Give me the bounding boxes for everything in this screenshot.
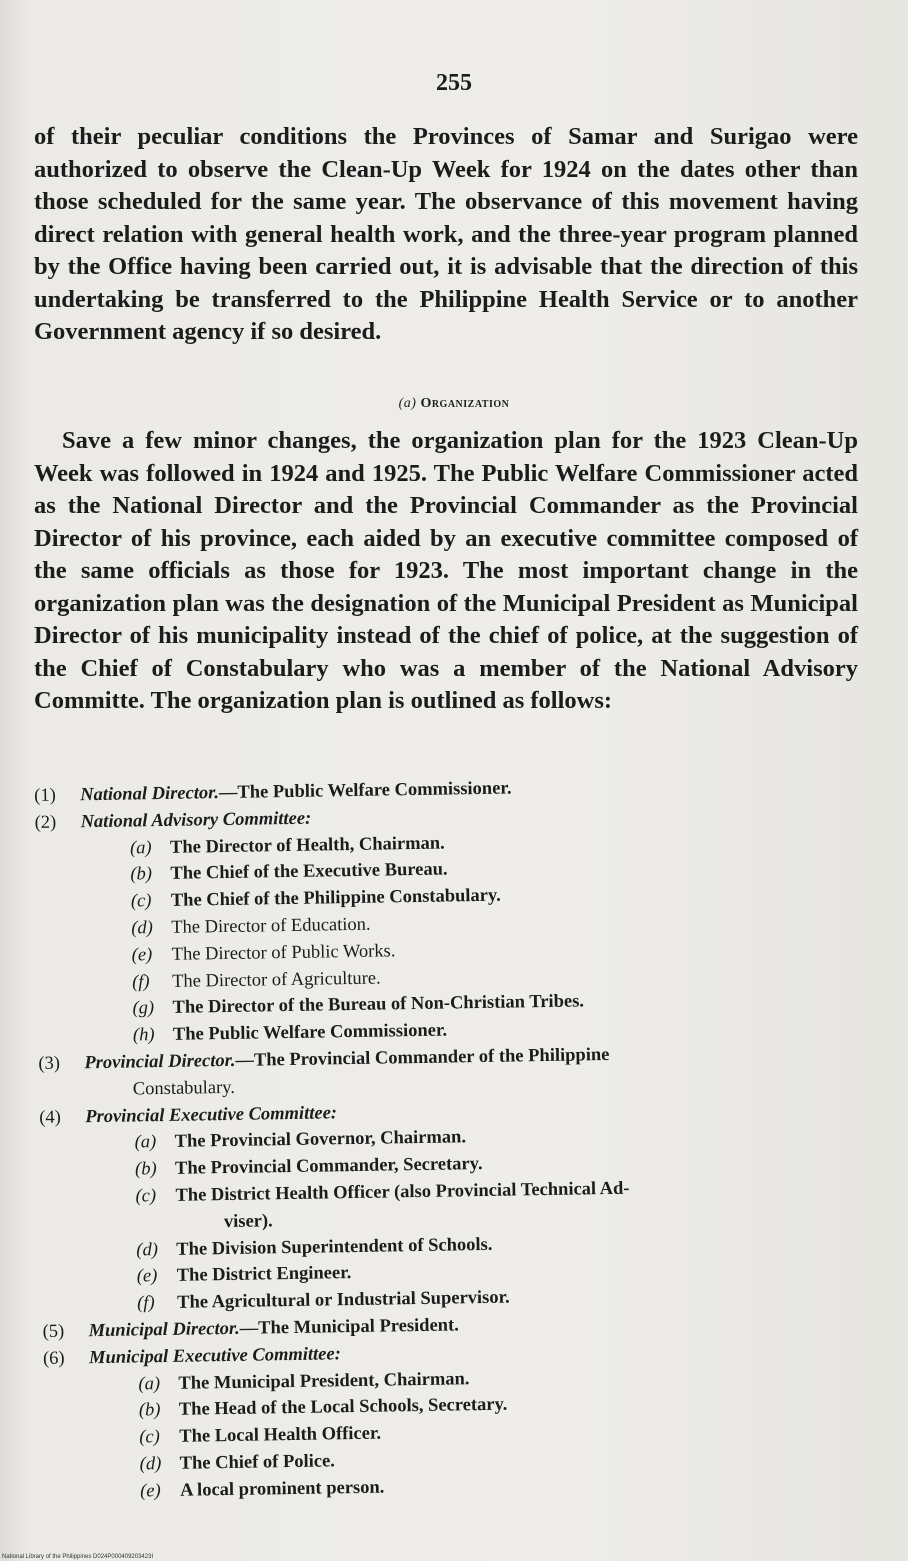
item-text: The Head of the Local Schools, Secretary. [178, 1394, 508, 1421]
outline-title: Municipal Executive Committee: [88, 1343, 341, 1368]
item-text: The Municipal President, Chairman. [178, 1368, 470, 1394]
outline-text: —The Provincial Commander of the Philippine [235, 1044, 610, 1071]
item-text: The Director of Education. [171, 914, 371, 938]
item-label: (d) [136, 1239, 159, 1260]
item-label: (d) [139, 1454, 162, 1475]
item-label: (c) [130, 891, 152, 912]
item-text: The Agricultural or Industrial Supervisor. [177, 1287, 510, 1313]
item-label: (f) [137, 1293, 155, 1314]
outline-number: (4) [39, 1107, 61, 1128]
outline-number: (6) [42, 1348, 65, 1369]
outline-title: Municipal Director. [88, 1318, 240, 1342]
item-label: (b) [138, 1400, 161, 1421]
outline-text: —The Public Welfare Commissioner. [218, 778, 512, 804]
item-text: The Local Health Officer. [179, 1423, 382, 1447]
outline-title: National Advisory Committee: [80, 808, 312, 833]
page-number: 255 [436, 70, 472, 96]
outline-text-continuation: Constabulary. [132, 1077, 236, 1100]
outline-text: —The Municipal President. [239, 1315, 459, 1339]
item-label: (f) [131, 971, 150, 993]
section-heading [0, 396, 908, 412]
item-text: The Division Superintendent of Schools. [176, 1234, 493, 1260]
outline-number: (2) [34, 812, 57, 833]
paragraph-1: of their peculiar conditions the Provinces of Samar and Surigao were authorized to observe the Clean-Up Week for 1924 on the dates other than those scheduled for the same year. The observance of this movement having direct relation with general health work, and the three-year program planned by the Office having been carried out, it is advisable that the direction of this undertaking be transferred to the Philippine Health Service or to another Government agency if so desired. [34, 123, 858, 345]
item-text: The District Health Officer (also Provincial Technical Ad- [175, 1178, 630, 1206]
item-label: (a) [129, 837, 152, 859]
item-label: (e) [136, 1266, 158, 1287]
outline-title: Provincial Director. [84, 1050, 236, 1074]
library-footer: National Library of the Philippines D024P000409203423I [2, 1554, 154, 1560]
item-text: A local prominent person. [179, 1477, 385, 1501]
item-label: (g) [132, 998, 155, 1019]
item-text: The Chief of Police. [179, 1451, 336, 1474]
item-label: (d) [131, 918, 154, 939]
item-text: The Director of Agriculture. [171, 968, 381, 992]
item-label: (b) [134, 1159, 157, 1180]
item-text: The Public Welfare Commissioner. [172, 1020, 448, 1046]
outline-number: (1) [34, 785, 56, 806]
item-label: (e) [139, 1480, 161, 1502]
section-heading-label: (a) [398, 396, 417, 411]
item-label: (e) [131, 944, 153, 966]
list-item-continuation: viser). [223, 1211, 273, 1232]
outline-title: Provincial Executive Committee: [85, 1102, 338, 1127]
item-text: The District Engineer. [176, 1263, 352, 1287]
item-label: (a) [138, 1373, 161, 1394]
item-text: The Chief of the Executive Bureau. [170, 859, 448, 885]
item-label: (a) [134, 1132, 157, 1153]
item-text: The Director of Health, Chairman. [169, 833, 445, 858]
item-text: The Chief of the Philippine Constabulary. [170, 885, 501, 912]
item-label: (c) [135, 1186, 157, 1207]
item-label: (b) [130, 864, 153, 885]
item-text: The Provincial Commander, Secretary. [174, 1154, 483, 1179]
item-label: (c) [139, 1427, 160, 1448]
item-text: The Provincial Governor, Chairman. [174, 1127, 467, 1153]
outline-number: (5) [42, 1321, 65, 1342]
paragraph-2: Save a few minor changes, the organization plan for the 1923 Clean-Up Week was followed in 1924 and 1925. The Public Welfare Commissioner acted as the National Director and the Provincial Commander as the Provincial Director of his province, each aided by an executive committee composed of the same officials as those for 1923. The most important change in the organization plan was the designation of the Municipal President as Municipal Director of his municipality instead of the chief of police, at the suggestion of the Chief of Constabulary who was a member of the National Advisory Committe. The organization plan is outlined as follows: [34, 427, 858, 714]
outline-number: (3) [38, 1053, 61, 1074]
item-text: The Director of the Bureau of Non-Christian Tribes. [172, 991, 585, 1019]
section-heading-text: Organization [420, 396, 510, 411]
item-text: The Director of Public Works. [171, 941, 396, 965]
outline-title: National Director. [80, 783, 220, 806]
item-label: (h) [132, 1025, 155, 1046]
organization-outline [34, 770, 875, 1506]
